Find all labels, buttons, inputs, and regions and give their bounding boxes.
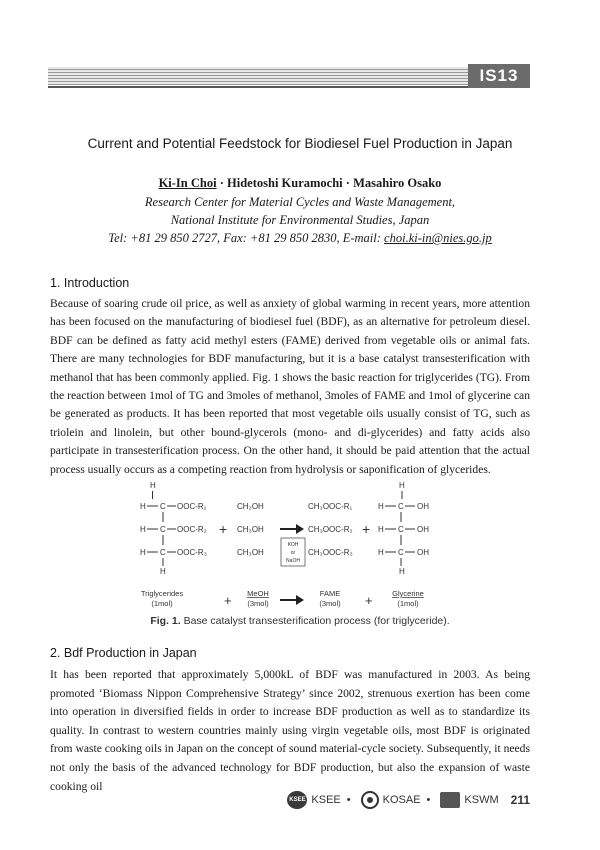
catalyst-or: or <box>290 550 296 556</box>
plus-sign: + <box>362 521 371 537</box>
gly-oh-3: OH <box>417 548 429 557</box>
ksee-logo-icon: KSEE <box>287 791 307 809</box>
tg-ooc-r3: OOC-R₃ <box>177 548 207 557</box>
page-number: 211 <box>510 793 530 807</box>
gly-h-bottom: H <box>399 567 405 576</box>
tg-c-1: C <box>160 502 166 511</box>
catalyst-koh: KOH <box>287 542 299 548</box>
author-1: Ki-In Choi <box>158 176 217 190</box>
reaction-arrow <box>280 524 304 534</box>
methanol-1: CH₃OH <box>237 502 264 511</box>
fame-3: CH₃OOC-R₃ <box>308 548 353 557</box>
affiliation-line-2: National Institute for Environmental Studies, Japan <box>170 213 430 227</box>
header-stripe <box>48 67 478 85</box>
header-rule <box>48 86 530 88</box>
author-2: Hidetoshi Kuramochi <box>227 176 343 190</box>
tg-h-bottom: H <box>160 567 166 576</box>
plus-sign: + <box>224 593 232 608</box>
gly-oh-2: OH <box>417 525 429 534</box>
header-band <box>48 64 530 88</box>
caption-label: Fig. 1. <box>150 615 181 627</box>
plus-sign: + <box>219 521 228 537</box>
label-fame: FAME <box>319 589 341 598</box>
caption-text: Base catalyst transesterification process (for triglyceride). <box>180 615 450 627</box>
gly-c-2: C <box>398 525 404 534</box>
gly-h-1: H <box>378 502 384 511</box>
paper-title: Current and Potential Feedstock for Biodiesel Fuel Production in Japan <box>87 136 513 151</box>
author-separator: · <box>342 176 354 190</box>
amount-triglycerides: (1mol) <box>151 599 173 608</box>
tg-h-1: H <box>140 502 146 511</box>
gly-oh-1: OH <box>417 502 429 511</box>
methanol-2: CH₃OH <box>237 525 264 534</box>
section-heading-bdf-production: 2. Bdf Production in Japan <box>50 646 197 660</box>
gly-h-2: H <box>378 525 384 534</box>
reaction-diagram <box>140 478 460 613</box>
footer-kosae: KOSAE <box>382 794 421 806</box>
figure-caption <box>0 615 600 627</box>
amount-meoh: (3mol) <box>247 599 269 608</box>
footer <box>287 789 530 811</box>
introduction-paragraph: Because of soaring crude oil price, as well as anxiety of global warming in recent years, more attention has been focused on the manufacturing of biodiesel fuel (BDF), as an alternative for petroleum diesel. BDF can be defined as fatty acid methyl esters (FAME) derived from vegetable oils or animal fats. There are many technologies for BDF manufacturing, but it is a base catalyst transesterification with methanol that has been commonly applied. Fig. 1 shows the basic reaction for triglycerides (TG). From the reaction between 1mol of TG and 3moles of methanol, 3moles of FAME and 1mol of glycerine can be generated as products. It has been reported that most vegetable oils usually consist of TG, such as triolein and linolein, but other bound-glycerols (mono- and di-glycerides) and fatty acids also participate in transesterification process. On the other hand, it should be paid attention that the actual process usually occurs as a competing reaction from hydrolysis or saponification of glycerides. <box>50 297 530 476</box>
email-link[interactable]: choi.ki-in@nies.go.jp <box>384 231 492 245</box>
gly-h-top: H <box>399 481 405 490</box>
tg-h-2: H <box>140 525 146 534</box>
reaction-arrow-2 <box>280 595 304 605</box>
footer-kswm: KSWM <box>464 794 499 806</box>
label-glycerine: Glycerine <box>392 589 424 598</box>
session-badge: IS13 <box>468 64 530 88</box>
affiliation-line-1: Research Center for Material Cycles and Waste Management, <box>144 195 456 209</box>
gly-c-3: C <box>398 548 404 557</box>
label-meoh: MeOH <box>247 589 269 598</box>
section-heading-introduction: 1. Introduction <box>50 276 130 290</box>
methanol-3: CH₃OH <box>237 548 264 557</box>
bdf-production-paragraph: It has been reported that approximately 5,000kL of BDF was manufactured in 2003. As being promoted ‘Biomass Nippon Comprehensive Strategy’ since 2002, strenuous exertion has been come into operation in diversified fields in order to increase BDF production as well as to standardize its quality. In contrast to western countries mainly using virgin vegetable oils, most BDF is originated from waste cooking oils in Japan on the concept of sound material-cycle society. Subsequently, it needs not only the basis of the advanced technology for BDF production, but also the expansion of waste cooking oil <box>50 668 530 793</box>
kswm-logo-icon <box>440 792 460 808</box>
gly-c-1: C <box>398 502 404 511</box>
tg-c-3: C <box>160 548 166 557</box>
tg-h-top: H <box>150 481 156 490</box>
contact-phone-fax: Tel: +81 29 850 2727, Fax: +81 29 850 2830, E-mail: <box>108 231 385 245</box>
contact-line <box>0 231 600 246</box>
tg-c-2: C <box>160 525 166 534</box>
reaction-figure <box>140 478 460 613</box>
kosae-logo-icon <box>361 791 379 809</box>
author-3: Masahiro Osako <box>353 176 442 190</box>
tg-h-3: H <box>140 548 146 557</box>
author-list <box>0 176 600 191</box>
label-triglycerides: Triglycerides <box>140 589 184 598</box>
amount-fame: (3mol) <box>319 599 341 608</box>
plus-sign: + <box>365 593 373 608</box>
tg-ooc-r2: OOC-R₂ <box>177 525 207 534</box>
fame-1: CH₃OOC-R₁ <box>308 502 353 511</box>
footer-ksee: KSEE <box>311 794 341 806</box>
author-separator: · <box>216 176 228 190</box>
gly-h-3: H <box>378 548 384 557</box>
fame-2: CH₃OOC-R₂ <box>308 525 353 534</box>
amount-glycerine: (1mol) <box>397 599 419 608</box>
tg-ooc-r1: OOC-R₁ <box>177 502 207 511</box>
footer-dot: • <box>346 794 351 806</box>
footer-dot: • <box>426 794 431 806</box>
catalyst-naoh: NaOH <box>286 558 300 564</box>
